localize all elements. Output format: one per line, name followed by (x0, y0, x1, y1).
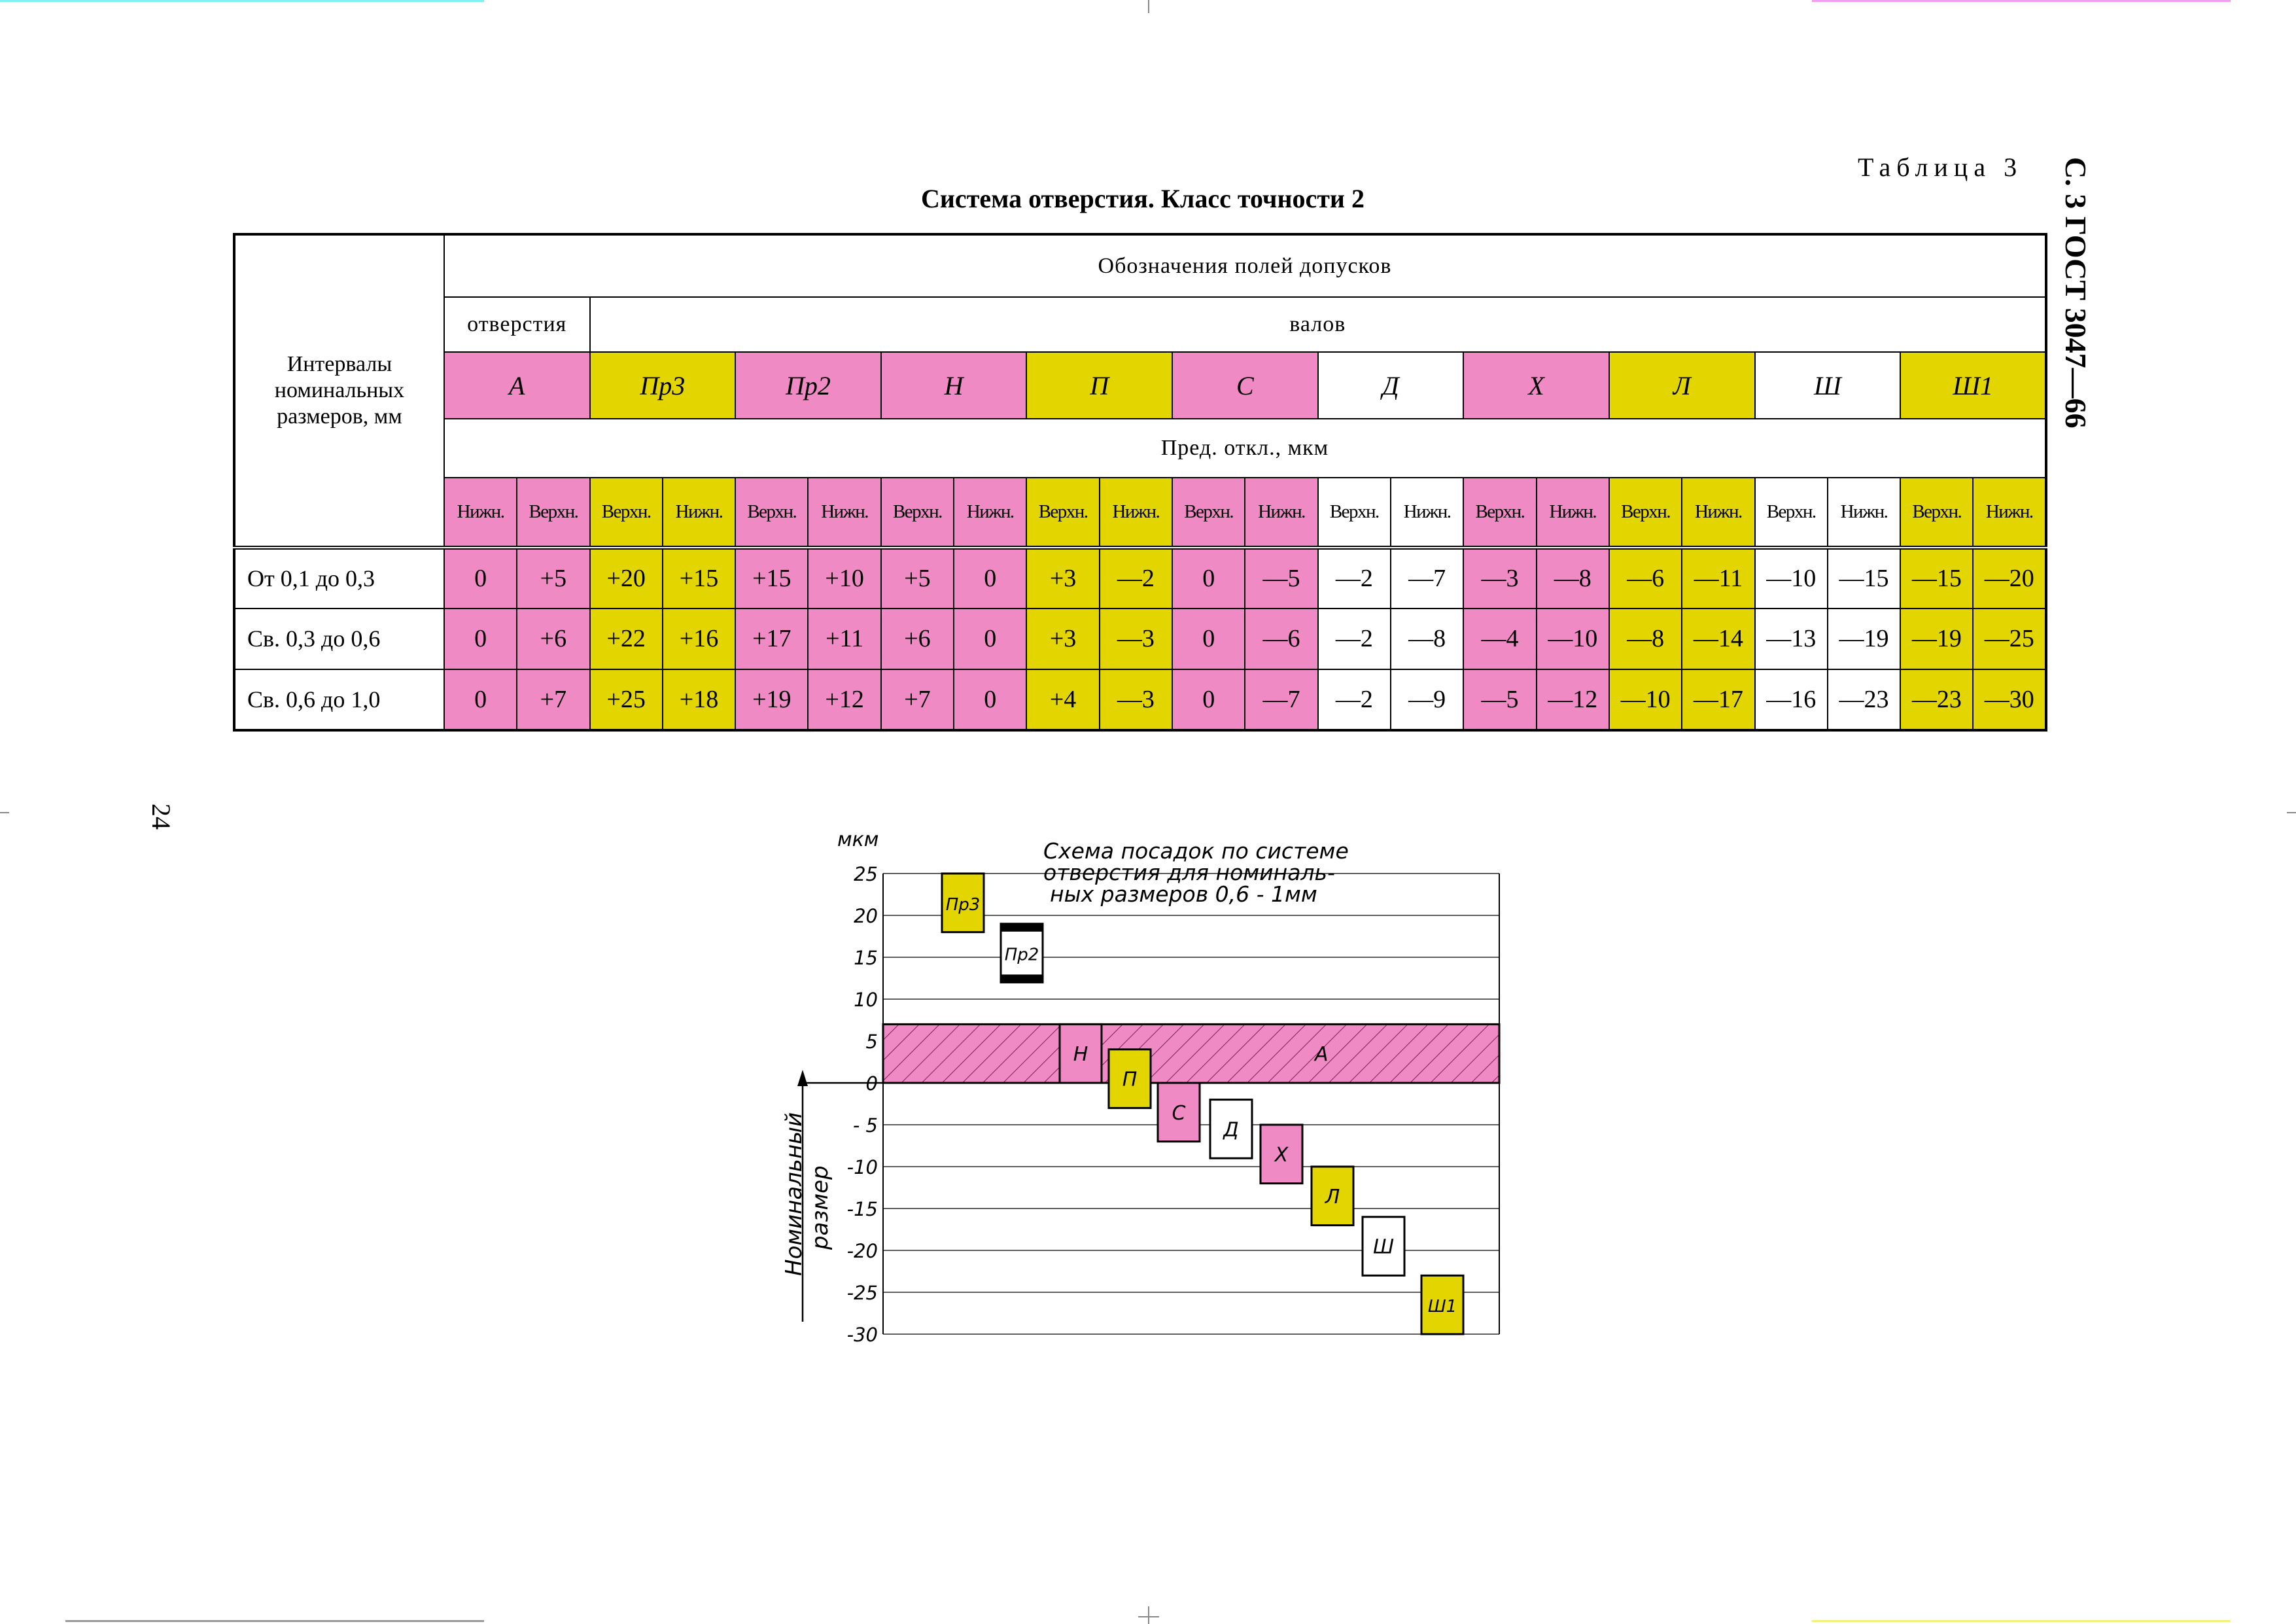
value-cell: —23 (1828, 669, 1900, 730)
value-cell: —5 (1245, 548, 1317, 609)
deviation-subheader-row (234, 478, 2046, 547)
deviation-label-10-0: Верхн. (1900, 478, 1973, 547)
field-code-0: А (444, 352, 590, 419)
hole-header: отверстия (444, 297, 590, 352)
value-cell: +4 (1026, 669, 1099, 730)
table-row (234, 548, 2046, 609)
table-header-row-2 (234, 297, 2046, 352)
value-cell: +7 (517, 669, 589, 730)
shaft-field-label: Х (1274, 1143, 1289, 1167)
value-cell: 0 (954, 669, 1026, 730)
value-cell: —9 (1391, 669, 1463, 730)
shaft-field-label: С (1172, 1101, 1186, 1125)
y-tick-label: -30 (846, 1324, 878, 1346)
diagram-unit: мкм (837, 828, 879, 851)
diagram-shaft-fields (942, 874, 1463, 1334)
diagram-title-line-2: отверстия для номиналь- (1043, 860, 1335, 885)
y-tick-label: -10 (846, 1156, 878, 1178)
diagram-axis-label (781, 1112, 833, 1276)
field-code-10: Ш1 (1900, 352, 2046, 419)
shaft-field-label: Ш1 (1427, 1297, 1457, 1317)
hole-field-a-band (883, 1024, 1499, 1083)
deviation-label-8-1: Нижн. (1682, 478, 1754, 547)
interval-cell: Св. 0,6 до 1,0 (234, 669, 444, 730)
value-cell: —20 (1973, 548, 2046, 609)
deviation-label-1-0: Верхн. (590, 478, 663, 547)
deviation-label-10-1: Нижн. (1973, 478, 2046, 547)
value-cell: +5 (517, 548, 589, 609)
field-code-6: Д (1318, 352, 1464, 419)
value-cell: —14 (1682, 609, 1754, 669)
value-cell: —19 (1828, 609, 1900, 669)
value-cell: —19 (1900, 609, 1973, 669)
value-cell: —3 (1100, 669, 1172, 730)
field-code-3: Н (881, 352, 1027, 419)
field-code-9: Ш (1755, 352, 1901, 419)
shaft-field-label: Ш (1372, 1235, 1395, 1259)
field-code-7: Х (1463, 352, 1609, 419)
diagram-hole-field (883, 1024, 1499, 1083)
value-cell: +10 (808, 548, 880, 609)
value-cell: —6 (1609, 548, 1682, 609)
crop-mark-left (0, 812, 9, 813)
crop-mark-right (2287, 812, 2296, 813)
hole-field-a-label: А (1315, 1043, 1329, 1067)
value-cell: +18 (663, 669, 735, 730)
value-cell: —12 (1537, 669, 1609, 730)
bottom-right-edge-line (1812, 1620, 2231, 1622)
top-right-edge-line (1812, 0, 2231, 2)
crop-mark-bottom (1148, 1606, 1149, 1624)
bottom-left-edge-line (65, 1620, 484, 1622)
deviation-label-3-0: Верхн. (881, 478, 954, 547)
deviation-label-0-1: Верхн. (517, 478, 589, 547)
deviation-label-2-0: Верхн. (735, 478, 808, 547)
table-label: Таблица 3 (1858, 152, 2023, 182)
fits-diagram (752, 824, 1537, 1348)
field-code-8: Л (1609, 352, 1755, 419)
deviation-label-2-1: Нижн. (808, 478, 880, 547)
value-cell: —6 (1245, 609, 1317, 669)
y-tick-label: 20 (854, 905, 878, 927)
value-cell: 0 (954, 609, 1026, 669)
interval-cell: Св. 0,3 до 0,6 (234, 609, 444, 669)
value-cell: —3 (1100, 609, 1172, 669)
axis-label-line-2: размер (807, 1165, 833, 1250)
value-cell: +22 (590, 609, 663, 669)
value-cell: —17 (1682, 669, 1754, 730)
intervals-header: Интервалы номинальных размеров, мм (234, 234, 444, 548)
y-tick-label: -15 (846, 1198, 878, 1220)
deviation-label-6-0: Верхн. (1318, 478, 1391, 547)
value-cell: —8 (1609, 609, 1682, 669)
deviation-label-4-1: Нижн. (1100, 478, 1172, 547)
table-title: Система отверстия. Класс точности 2 (921, 184, 1365, 213)
value-cell: —10 (1755, 548, 1828, 609)
value-cell: 0 (444, 669, 517, 730)
crop-mark-bottom-h (1138, 1616, 1159, 1617)
y-tick-label: - 5 (852, 1114, 878, 1137)
tolerance-table (233, 233, 2047, 732)
deviation-label-0-0: Нижн. (444, 478, 517, 547)
value-cell: —2 (1318, 609, 1391, 669)
value-cell: +15 (663, 548, 735, 609)
shaft-field-border-band (1001, 974, 1043, 982)
value-cell: 0 (444, 609, 517, 669)
shaft-field-border-band (1001, 924, 1043, 932)
value-cell: +16 (663, 609, 735, 669)
diagram-y-ticks (847, 863, 878, 1346)
deviation-label-8-0: Верхн. (1609, 478, 1682, 547)
value-cell: —25 (1973, 609, 2046, 669)
page-number: 24 (147, 803, 176, 830)
value-cell: +6 (881, 609, 954, 669)
y-tick-label: 5 (865, 1031, 878, 1053)
value-cell: 0 (1172, 669, 1245, 730)
diagram-title-line-3: ных размеров 0,6 - 1мм (1050, 881, 1317, 907)
shaft-field-label: Пр2 (1004, 945, 1039, 965)
table-header-row-1 (234, 234, 2046, 297)
value-cell: +7 (881, 669, 954, 730)
y-tick-label: 15 (854, 947, 878, 969)
field-code-row (234, 352, 2046, 419)
value-cell: —23 (1900, 669, 1973, 730)
interval-cell: От 0,1 до 0,3 (234, 548, 444, 609)
value-cell: +5 (881, 548, 954, 609)
value-cell: —16 (1755, 669, 1828, 730)
value-cell: —13 (1755, 609, 1828, 669)
deviation-label-5-0: Верхн. (1172, 478, 1245, 547)
value-cell: 0 (1172, 609, 1245, 669)
deviation-label-1-1: Нижн. (663, 478, 735, 547)
value-cell: —30 (1973, 669, 2046, 730)
diagram-title-line-1: Схема посадок по системе (1043, 838, 1349, 864)
y-tick-label: 25 (854, 863, 878, 885)
deviation-label-9-0: Верхн. (1755, 478, 1828, 547)
tolerance-fields-header: Обозначения полей допусков (444, 234, 2046, 297)
value-cell: 0 (444, 548, 517, 609)
deviation-label-3-1: Нижн. (954, 478, 1026, 547)
field-code-5: С (1172, 352, 1318, 419)
field-code-4: П (1026, 352, 1172, 419)
deviation-header: Пред. откл., мкм (444, 419, 2046, 478)
value-cell: —7 (1245, 669, 1317, 730)
value-cell: 0 (1172, 548, 1245, 609)
field-code-1: Пр3 (590, 352, 736, 419)
top-left-edge-line (0, 0, 484, 2)
value-cell: +3 (1026, 609, 1099, 669)
shaft-field-label: Н (1073, 1043, 1088, 1067)
value-cell: +11 (808, 609, 880, 669)
value-cell: —8 (1391, 609, 1463, 669)
deviation-label-4-0: Верхн. (1026, 478, 1099, 547)
value-cell: —15 (1828, 548, 1900, 609)
y-tick-label: 0 (865, 1072, 878, 1095)
value-cell: —10 (1609, 669, 1682, 730)
y-tick-label: -20 (846, 1240, 878, 1262)
value-cell: +17 (735, 609, 808, 669)
value-cell: +25 (590, 669, 663, 730)
value-cell: +6 (517, 609, 589, 669)
table-row (234, 669, 2046, 730)
value-cell: —4 (1463, 609, 1536, 669)
value-cell: +12 (808, 669, 880, 730)
y-tick-label: 10 (854, 989, 878, 1011)
value-cell: —11 (1682, 548, 1754, 609)
value-cell: —2 (1318, 548, 1391, 609)
deviation-label-7-1: Нижн. (1537, 478, 1609, 547)
value-cell: —5 (1463, 669, 1536, 730)
value-cell: +3 (1026, 548, 1099, 609)
shaft-field-label: Л (1325, 1185, 1340, 1209)
value-cell: 0 (954, 548, 1026, 609)
crop-mark-top (1148, 0, 1149, 13)
value-cell: —3 (1463, 548, 1536, 609)
deviation-label-6-1: Нижн. (1391, 478, 1463, 547)
value-cell: —7 (1391, 548, 1463, 609)
value-cell: —8 (1537, 548, 1609, 609)
value-cell: +20 (590, 548, 663, 609)
value-cell: —15 (1900, 548, 1973, 609)
value-cell: +19 (735, 669, 808, 730)
value-cell: —2 (1318, 669, 1391, 730)
table-header-row-4 (234, 419, 2046, 478)
document-side-header: С. 3 ГОСТ 3047—66 (2059, 157, 2093, 429)
axis-label-line-1: Номинальный (781, 1112, 807, 1276)
field-code-2: Пр2 (735, 352, 881, 419)
shaft-field-label: П (1122, 1068, 1138, 1091)
value-cell: —2 (1100, 548, 1172, 609)
deviation-label-5-1: Нижн. (1245, 478, 1317, 547)
value-cell: —10 (1537, 609, 1609, 669)
table-row (234, 609, 2046, 669)
shaft-field-label: Пр3 (945, 894, 981, 915)
shaft-field-label: Д (1223, 1118, 1239, 1142)
shaft-header: валов (590, 297, 2046, 352)
y-tick-label: -25 (846, 1282, 878, 1304)
value-cell: +15 (735, 548, 808, 609)
deviation-label-9-1: Нижн. (1828, 478, 1900, 547)
nominal-size-arrow-head (797, 1070, 808, 1086)
deviation-label-7-0: Верхн. (1463, 478, 1536, 547)
